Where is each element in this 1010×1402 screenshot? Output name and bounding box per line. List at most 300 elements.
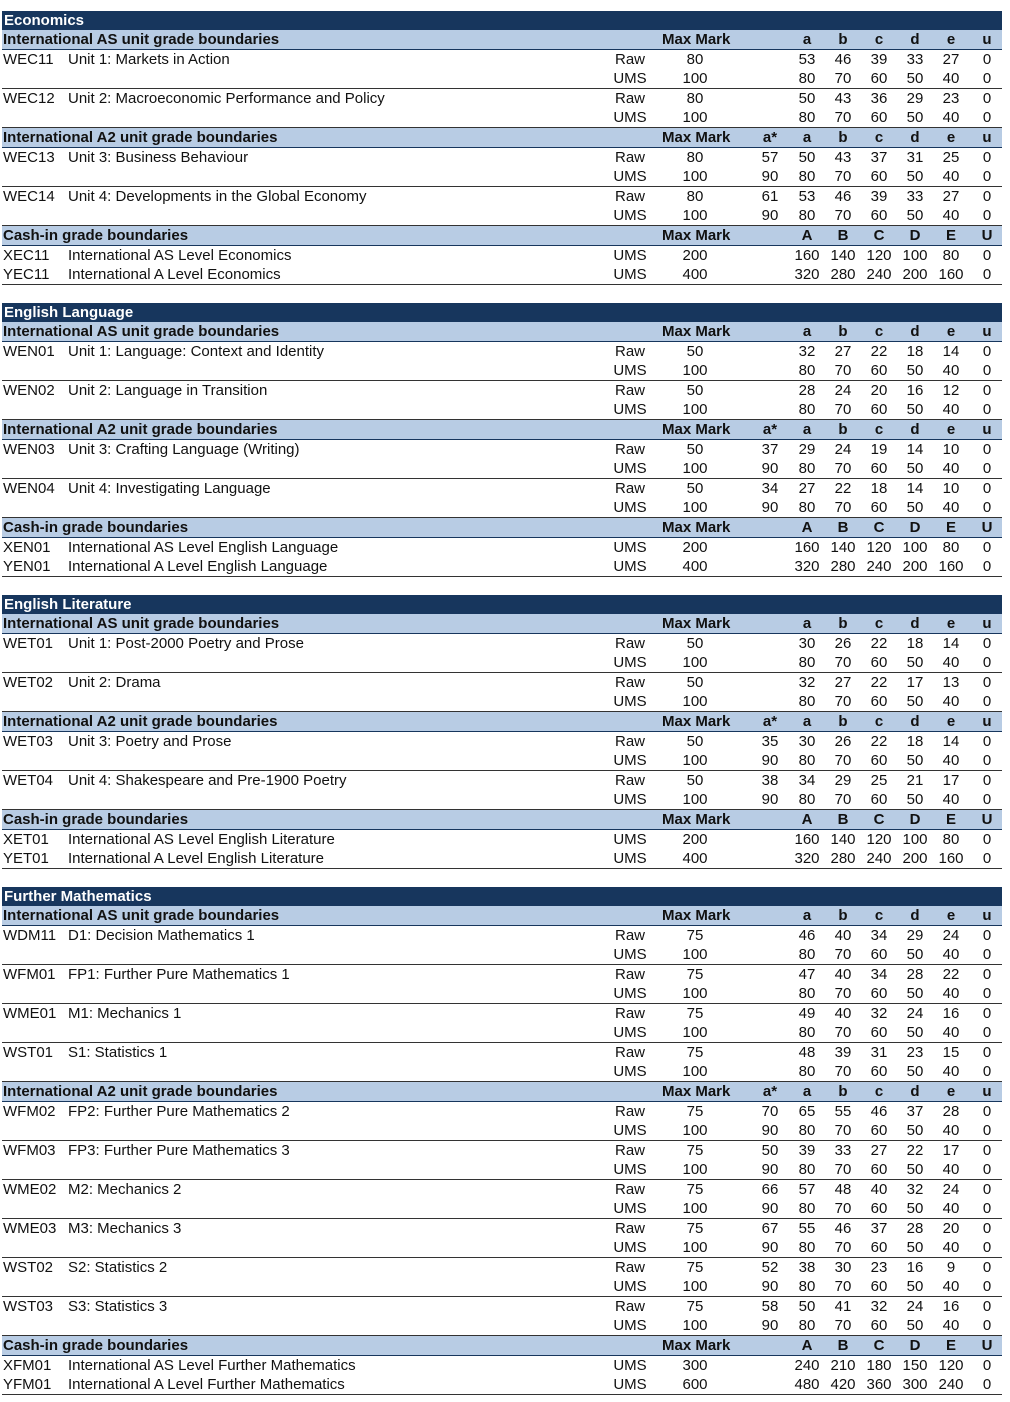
grade-header: e xyxy=(946,31,956,48)
grade-value: 80 xyxy=(942,247,960,264)
max-mark: 100 xyxy=(682,791,708,808)
grade-value: 16 xyxy=(942,1298,960,1315)
mark-row xyxy=(2,653,1002,672)
grade-value: 50 xyxy=(906,693,924,710)
mark-type: UMS xyxy=(613,1200,647,1217)
cashin-header xyxy=(2,226,1002,246)
grade-header: a xyxy=(802,615,812,632)
grade-value: 150 xyxy=(902,1357,928,1374)
grade-value: 43 xyxy=(834,90,852,107)
grade-header: A xyxy=(801,519,813,536)
unit-row xyxy=(2,187,1002,226)
grade-header: a xyxy=(802,713,812,730)
grade-value: 18 xyxy=(870,480,888,497)
max-mark: 400 xyxy=(682,558,708,575)
cashin-row xyxy=(2,830,1002,849)
mark-row xyxy=(2,634,1002,653)
grade-value: 160 xyxy=(938,266,964,283)
group-header-label: International A2 unit grade boundaries xyxy=(3,421,278,438)
grade-header: e xyxy=(946,1083,956,1100)
qualification-title: International A Level Economics xyxy=(68,266,281,283)
grade-value: 70 xyxy=(834,654,852,671)
grade-value: 41 xyxy=(834,1298,852,1315)
grade-header: C xyxy=(873,811,885,828)
grade-value: 17 xyxy=(906,674,924,691)
grade-header: d xyxy=(910,421,920,438)
grade-value: 25 xyxy=(942,149,960,166)
grade-value: 22 xyxy=(870,635,888,652)
grade-value: 80 xyxy=(798,946,816,963)
section-gap xyxy=(2,285,1002,303)
grade-value: 28 xyxy=(906,1220,924,1237)
max-mark: 400 xyxy=(682,850,708,867)
grade-value: 35 xyxy=(761,733,779,750)
grade-value: 27 xyxy=(834,674,852,691)
grade-value: 70 xyxy=(834,109,852,126)
grade-value: 80 xyxy=(942,539,960,556)
grade-value: 70 xyxy=(834,1239,852,1256)
mark-type: UMS xyxy=(613,693,647,710)
group-header-label: International A2 unit grade boundaries xyxy=(3,713,278,730)
grade-value: 280 xyxy=(830,266,856,283)
mark-row xyxy=(2,1102,1002,1121)
grade-value: 40 xyxy=(942,168,960,185)
grade-value: 37 xyxy=(870,149,888,166)
grade-header: a xyxy=(802,907,812,924)
max-mark-header: Max Mark xyxy=(662,421,731,438)
grade-header: b xyxy=(838,713,848,730)
mark-row xyxy=(2,440,1002,459)
grade-header: D xyxy=(909,1337,921,1354)
unit-row xyxy=(2,771,1002,810)
grade-value: 240 xyxy=(866,266,892,283)
mark-row xyxy=(2,1062,1002,1081)
max-mark-header: Max Mark xyxy=(662,713,731,730)
grade-value: 80 xyxy=(798,791,816,808)
grade-value: 18 xyxy=(906,635,924,652)
unit-code: WEC14 xyxy=(3,188,55,205)
grade-value: 70 xyxy=(834,1063,852,1080)
grade-value: 50 xyxy=(798,90,816,107)
max-mark: 75 xyxy=(686,1181,704,1198)
mark-type: Raw xyxy=(614,188,645,205)
mark-type: Raw xyxy=(614,480,645,497)
grade-header: a* xyxy=(762,713,778,730)
grade-value: 28 xyxy=(798,382,816,399)
qualification-code: YEN01 xyxy=(3,558,51,575)
grade-value: 120 xyxy=(866,831,892,848)
mark-row xyxy=(2,673,1002,692)
qualification-title: International AS Level Economics xyxy=(68,247,292,264)
grade-value: 0 xyxy=(982,966,992,983)
cashin-rows xyxy=(2,246,1002,285)
qualification-code: XFM01 xyxy=(3,1357,52,1374)
max-mark-header: Max Mark xyxy=(662,129,731,146)
grade-value: 140 xyxy=(830,247,856,264)
grade-value: 0 xyxy=(982,946,992,963)
grade-value: 70 xyxy=(834,1024,852,1041)
unit-title: Unit 4: Investigating Language xyxy=(68,480,271,497)
grade-value: 17 xyxy=(942,1142,960,1159)
grade-value: 40 xyxy=(834,966,852,983)
section-title: English Literature xyxy=(2,595,1002,614)
group-header xyxy=(2,712,1002,732)
grade-header: d xyxy=(910,323,920,340)
grade-value: 70 xyxy=(834,693,852,710)
grade-value: 0 xyxy=(982,168,992,185)
mark-row xyxy=(2,361,1002,380)
max-mark: 50 xyxy=(686,382,704,399)
mark-row xyxy=(2,771,1002,790)
unit-title: S3: Statistics 3 xyxy=(68,1298,168,1315)
grade-value: 0 xyxy=(982,499,992,516)
max-mark: 75 xyxy=(686,1005,704,1022)
unit-row xyxy=(2,732,1002,771)
grade-value: 50 xyxy=(798,1298,816,1315)
grade-value: 13 xyxy=(942,674,960,691)
mark-type: Raw xyxy=(614,635,645,652)
mark-type: Raw xyxy=(614,674,645,691)
grade-header: c xyxy=(874,129,884,146)
grade-header: b xyxy=(838,31,848,48)
grade-header: e xyxy=(946,713,956,730)
unit-code: WST01 xyxy=(3,1044,54,1061)
unit-code: WST02 xyxy=(3,1259,54,1276)
max-mark: 80 xyxy=(686,188,704,205)
grade-value: 23 xyxy=(906,1044,924,1061)
grade-value: 70 xyxy=(834,168,852,185)
grade-header: A xyxy=(801,1337,813,1354)
grade-value: 160 xyxy=(938,850,964,867)
grade-value: 80 xyxy=(798,985,816,1002)
grade-value: 0 xyxy=(982,772,992,789)
grade-value: 48 xyxy=(798,1044,816,1061)
unit-row xyxy=(2,1180,1002,1219)
mark-row xyxy=(2,790,1002,809)
grade-header: u xyxy=(982,713,992,730)
grade-value: 16 xyxy=(942,1005,960,1022)
grade-value: 80 xyxy=(798,1278,816,1295)
grade-value: 90 xyxy=(761,1161,779,1178)
mark-row xyxy=(2,1004,1002,1023)
max-mark: 300 xyxy=(682,1357,708,1374)
grade-value: 90 xyxy=(761,499,779,516)
cashin-row xyxy=(2,1375,1002,1394)
grade-value: 40 xyxy=(942,1278,960,1295)
grade-header: C xyxy=(873,227,885,244)
mark-row xyxy=(2,187,1002,206)
max-mark-header: Max Mark xyxy=(662,907,731,924)
grade-value: 60 xyxy=(870,1278,888,1295)
qualification-code: YET01 xyxy=(3,850,49,867)
unit-title: Unit 3: Crafting Language (Writing) xyxy=(68,441,300,458)
grade-value: 46 xyxy=(798,927,816,944)
grade-header: u xyxy=(982,129,992,146)
grade-header: b xyxy=(838,129,848,146)
max-mark: 100 xyxy=(682,460,708,477)
max-mark: 100 xyxy=(682,946,708,963)
grade-value: 0 xyxy=(982,1044,992,1061)
grade-value: 0 xyxy=(982,539,992,556)
unit-title: S2: Statistics 2 xyxy=(68,1259,168,1276)
grade-header: d xyxy=(910,713,920,730)
grade-value: 0 xyxy=(982,266,992,283)
grade-value: 55 xyxy=(834,1103,852,1120)
grade-value: 27 xyxy=(798,480,816,497)
qualification-code: XET01 xyxy=(3,831,49,848)
grade-value: 120 xyxy=(866,247,892,264)
grade-header: u xyxy=(982,31,992,48)
unit-row xyxy=(2,50,1002,89)
group-header-label: International AS unit grade boundaries xyxy=(3,615,280,632)
grade-value: 0 xyxy=(982,985,992,1002)
mark-type: Raw xyxy=(614,149,645,166)
unit-title: Unit 1: Post-2000 Poetry and Prose xyxy=(68,635,304,652)
grade-value: 50 xyxy=(906,362,924,379)
grade-value: 24 xyxy=(834,382,852,399)
max-mark: 75 xyxy=(686,927,704,944)
mark-type: UMS xyxy=(613,1024,647,1041)
grade-value: 80 xyxy=(798,693,816,710)
unit-code: WEC12 xyxy=(3,90,55,107)
grade-value: 60 xyxy=(870,985,888,1002)
max-mark: 50 xyxy=(686,733,704,750)
max-mark: 75 xyxy=(686,1103,704,1120)
max-mark: 75 xyxy=(686,1142,704,1159)
cashin-row xyxy=(2,246,1002,265)
mark-row xyxy=(2,1258,1002,1277)
unit-code: WME01 xyxy=(3,1005,57,1022)
grade-value: 60 xyxy=(870,1317,888,1334)
group-header xyxy=(2,1082,1002,1102)
grade-value: 70 xyxy=(834,70,852,87)
unit-title: Unit 2: Language in Transition xyxy=(68,382,268,399)
grade-value: 29 xyxy=(834,772,852,789)
mark-row xyxy=(2,381,1002,400)
max-mark-header: Max Mark xyxy=(662,1337,731,1354)
grade-value: 50 xyxy=(906,752,924,769)
grade-value: 50 xyxy=(906,499,924,516)
section-gap xyxy=(2,869,1002,887)
grade-value: 22 xyxy=(942,966,960,983)
max-mark: 75 xyxy=(686,1259,704,1276)
cashin-rows xyxy=(2,1356,1002,1395)
grade-value: 240 xyxy=(866,558,892,575)
unit-code: WFM02 xyxy=(3,1103,56,1120)
qualification-title: International A Level English Language xyxy=(68,558,328,575)
mark-type: Raw xyxy=(614,772,645,789)
grade-value: 0 xyxy=(982,674,992,691)
grade-value: 40 xyxy=(942,460,960,477)
grade-header: e xyxy=(946,323,956,340)
mark-row xyxy=(2,1277,1002,1296)
cashin-header-label: Cash-in grade boundaries xyxy=(3,811,189,828)
qualification-title: International AS Level Further Mathematics xyxy=(68,1357,356,1374)
grade-value: 70 xyxy=(834,207,852,224)
max-mark-header: Max Mark xyxy=(662,323,731,340)
grade-value: 60 xyxy=(870,168,888,185)
grade-header: b xyxy=(838,615,848,632)
unit-code: WEN01 xyxy=(3,343,55,360)
max-mark: 50 xyxy=(686,635,704,652)
grade-value: 50 xyxy=(906,946,924,963)
grade-value: 33 xyxy=(834,1142,852,1159)
unit-row xyxy=(2,1141,1002,1180)
grade-value: 46 xyxy=(834,1220,852,1237)
grade-header: D xyxy=(909,811,921,828)
grade-value: 0 xyxy=(982,1161,992,1178)
grade-value: 0 xyxy=(982,441,992,458)
subject-section xyxy=(2,595,1002,887)
grade-value: 40 xyxy=(834,927,852,944)
grade-value: 40 xyxy=(942,946,960,963)
grade-value: 52 xyxy=(761,1259,779,1276)
grade-value: 80 xyxy=(798,70,816,87)
grade-value: 30 xyxy=(834,1259,852,1276)
grade-header: B xyxy=(837,811,849,828)
grade-value: 27 xyxy=(942,188,960,205)
grade-header: E xyxy=(945,519,956,536)
max-mark: 100 xyxy=(682,1200,708,1217)
grade-value: 80 xyxy=(798,362,816,379)
grade-header: a xyxy=(802,323,812,340)
unit-row xyxy=(2,440,1002,479)
grade-value: 57 xyxy=(761,149,779,166)
group-header xyxy=(2,420,1002,440)
grade-value: 0 xyxy=(982,1239,992,1256)
grade-value: 70 xyxy=(834,1161,852,1178)
grade-value: 80 xyxy=(798,654,816,671)
unit-code: WEC11 xyxy=(3,51,54,68)
mark-type: UMS xyxy=(613,401,647,418)
grade-value: 22 xyxy=(870,343,888,360)
grade-header: D xyxy=(909,227,921,244)
subject-section xyxy=(2,11,1002,303)
grade-value: 18 xyxy=(906,343,924,360)
grade-header: b xyxy=(838,907,848,924)
mark-row xyxy=(2,498,1002,517)
grade-value: 55 xyxy=(798,1220,816,1237)
grade-value: 50 xyxy=(906,207,924,224)
mark-type: UMS xyxy=(613,362,647,379)
unit-title: FP2: Further Pure Mathematics 2 xyxy=(68,1103,290,1120)
cashin-row xyxy=(2,557,1002,576)
grade-value: 80 xyxy=(798,401,816,418)
grade-header: c xyxy=(874,31,884,48)
unit-row xyxy=(2,1004,1002,1043)
mark-type: Raw xyxy=(614,1103,645,1120)
mark-type: UMS xyxy=(613,1357,647,1374)
max-mark-header: Max Mark xyxy=(662,519,731,536)
grade-value: 80 xyxy=(942,831,960,848)
mark-type: Raw xyxy=(614,1142,645,1159)
grade-value: 240 xyxy=(866,850,892,867)
mark-type: Raw xyxy=(614,1044,645,1061)
grade-value: 0 xyxy=(982,401,992,418)
unit-row xyxy=(2,89,1002,128)
cashin-header-label: Cash-in grade boundaries xyxy=(3,227,189,244)
grade-value: 0 xyxy=(982,654,992,671)
mark-type: UMS xyxy=(613,460,647,477)
mark-row xyxy=(2,1043,1002,1062)
grade-value: 50 xyxy=(906,168,924,185)
grade-value: 70 xyxy=(834,1278,852,1295)
grade-value: 50 xyxy=(906,1317,924,1334)
grade-value: 50 xyxy=(906,654,924,671)
grade-value: 0 xyxy=(982,480,992,497)
grade-value: 23 xyxy=(942,90,960,107)
grade-value: 60 xyxy=(870,109,888,126)
unit-code: WDM11 xyxy=(3,927,57,944)
section-title: Economics xyxy=(2,11,1002,30)
unit-title: M2: Mechanics 2 xyxy=(68,1181,182,1198)
grade-header: e xyxy=(946,907,956,924)
grade-value: 80 xyxy=(798,207,816,224)
grade-value: 0 xyxy=(982,51,992,68)
grade-value: 100 xyxy=(902,539,928,556)
mark-row xyxy=(2,108,1002,127)
grade-value: 70 xyxy=(761,1103,779,1120)
grade-value: 60 xyxy=(870,693,888,710)
grade-value: 22 xyxy=(870,733,888,750)
grade-value: 29 xyxy=(798,441,816,458)
max-mark: 200 xyxy=(682,247,708,264)
grade-value: 0 xyxy=(982,149,992,166)
mark-type: Raw xyxy=(614,382,645,399)
grade-value: 70 xyxy=(834,1317,852,1334)
grade-value: 27 xyxy=(942,51,960,68)
grade-header: A xyxy=(801,811,813,828)
grade-value: 0 xyxy=(982,1317,992,1334)
unit-code: WME02 xyxy=(3,1181,57,1198)
mark-row xyxy=(2,1141,1002,1160)
grade-value: 14 xyxy=(942,733,960,750)
grade-value: 40 xyxy=(942,752,960,769)
max-mark: 80 xyxy=(686,90,704,107)
grade-value: 0 xyxy=(982,1181,992,1198)
mark-row xyxy=(2,342,1002,361)
grade-header: e xyxy=(946,421,956,438)
grade-value: 65 xyxy=(798,1103,816,1120)
grade-header: e xyxy=(946,129,956,146)
unit-title: Unit 1: Language: Context and Identity xyxy=(68,343,325,360)
grade-header: c xyxy=(874,907,884,924)
grade-value: 40 xyxy=(942,401,960,418)
subject-section xyxy=(2,303,1002,595)
grade-value: 0 xyxy=(982,1200,992,1217)
mark-row xyxy=(2,751,1002,770)
grade-value: 34 xyxy=(870,966,888,983)
unit-title: FP1: Further Pure Mathematics 1 xyxy=(68,966,290,983)
grade-value: 10 xyxy=(942,441,960,458)
grade-value: 50 xyxy=(906,401,924,418)
unit-title: Unit 1: Markets in Action xyxy=(68,51,230,68)
grade-value: 0 xyxy=(982,362,992,379)
max-mark: 50 xyxy=(686,343,704,360)
section-gap xyxy=(2,577,1002,595)
grade-value: 28 xyxy=(906,966,924,983)
grade-value: 50 xyxy=(906,460,924,477)
grade-header: u xyxy=(982,421,992,438)
unit-code: WEN02 xyxy=(3,382,55,399)
max-mark: 75 xyxy=(686,1220,704,1237)
mark-type: Raw xyxy=(614,343,645,360)
mark-row xyxy=(2,984,1002,1003)
max-mark: 100 xyxy=(682,207,708,224)
grade-value: 15 xyxy=(942,1044,960,1061)
grade-value: 0 xyxy=(982,382,992,399)
grade-value: 32 xyxy=(906,1181,924,1198)
